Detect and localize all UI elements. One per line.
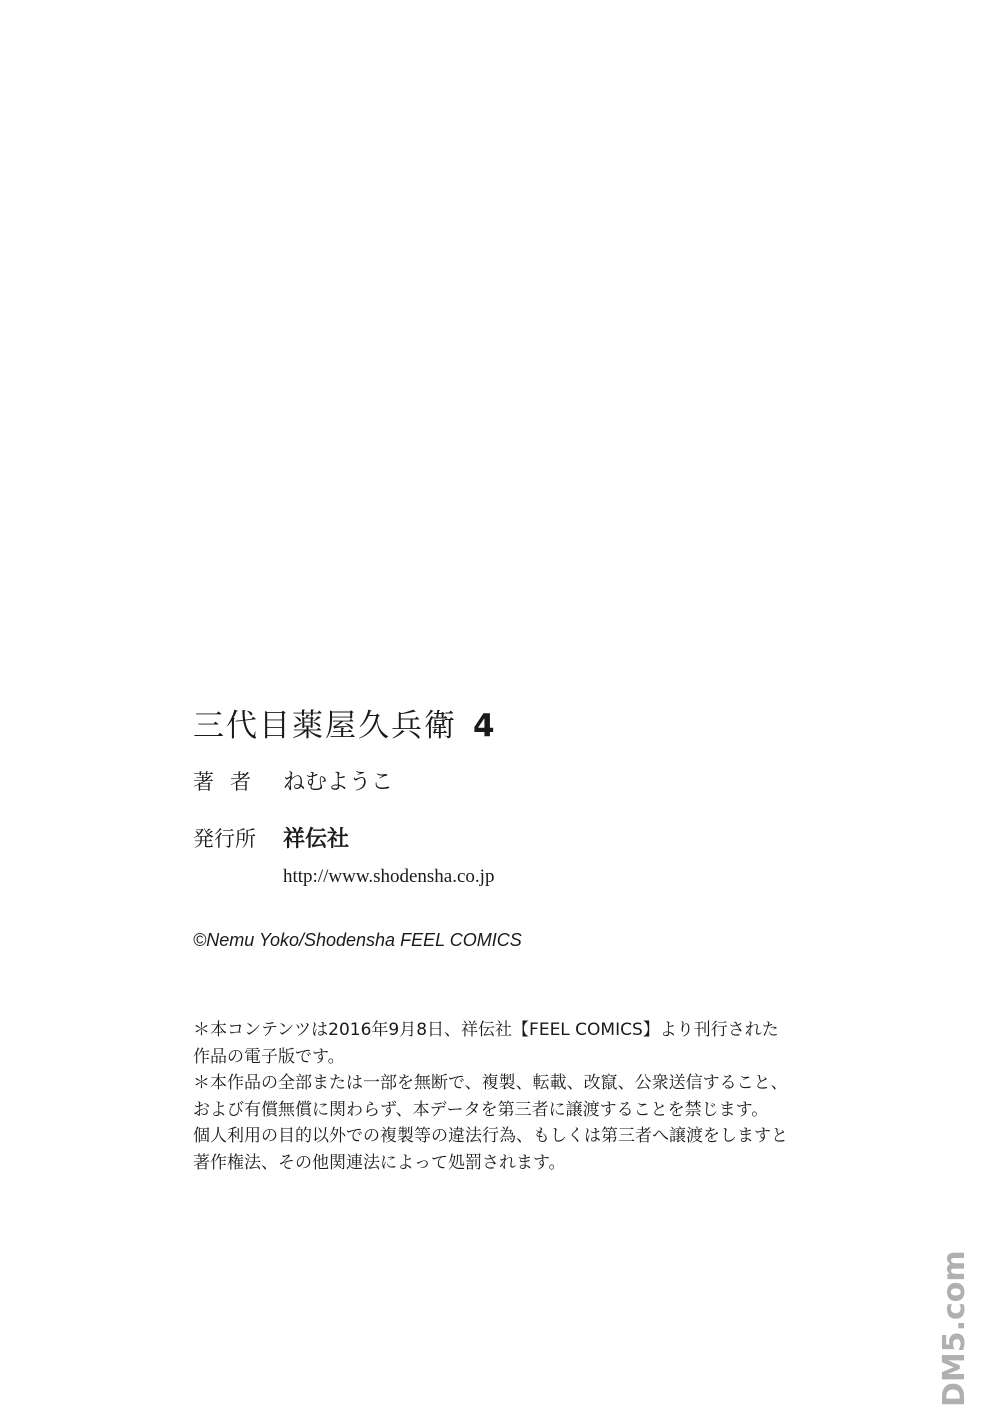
notice-line: 著作権法、その他関連法によって処罰されます。 — [193, 1152, 566, 1173]
notice-line: ＊本コンテンツは2016年9月8日、祥伝社【FEEL COMICS】より刊行された — [193, 1020, 779, 1040]
author-label: 著者 — [193, 770, 267, 794]
watermark-logo-icon — [920, 1231, 974, 1411]
copyright-line: ©Nemu Yoko/Shodensha FEEL COMICS — [193, 930, 522, 950]
notice-line: および有償無償に関わらず、本データを第三者に譲渡することを禁じます。 — [193, 1099, 769, 1120]
publisher-label: 発行所 — [193, 827, 256, 851]
notice-line: 個人利用の目的以外での複製等の違法行為、もしくは第三者へ譲渡をしますと — [193, 1126, 788, 1146]
watermark-text: DM5.com — [937, 1250, 972, 1407]
notice-line: 作品の電子版です。 — [193, 1046, 345, 1067]
publisher-url: http://www.shodensha.co.jp — [283, 866, 495, 887]
title-text: 三代目薬屋久兵衛 — [193, 708, 457, 744]
author-row — [193, 765, 393, 796]
site-watermark — [920, 1231, 974, 1411]
author-name: ねむようこ — [283, 770, 394, 795]
volume-number: 4 — [473, 708, 497, 744]
publisher-name: 祥伝社 — [283, 827, 350, 852]
legal-notice — [193, 1017, 788, 1176]
publisher-row — [193, 822, 349, 853]
book-title — [193, 700, 497, 745]
notice-line: ＊本作品の全部または一部を無断で、複製、転載、改竄、公衆送信すること、 — [193, 1073, 788, 1093]
